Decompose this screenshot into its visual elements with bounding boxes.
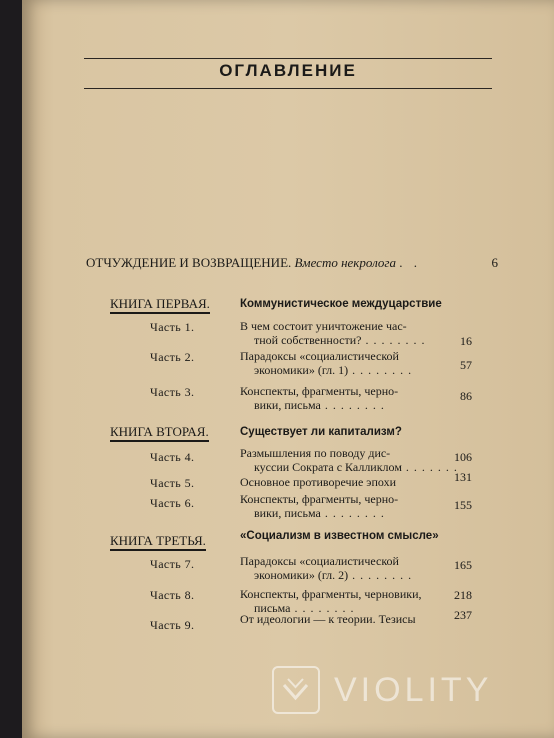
toc-lead-entry [86,255,506,271]
part-3-page: 86 [460,389,472,403]
part-5-label: Часть 5. [150,476,195,490]
part-2-page: 57 [460,358,472,372]
part-3-title: Конспекты, фрагменты, черно- вики, письма . . . [240,385,460,412]
part-6-title: Конспекты, фрагменты, черно- вики, письма . . . [240,493,460,520]
title-underline [84,88,492,89]
part-8-title: Конспекты, фрагменты, черновики, письма . . . [240,588,460,615]
top-rule [84,58,492,59]
part-6-label: Часть 6. [150,496,195,510]
book-page [22,0,554,738]
book-2-subtitle: Существует ли капитализм? [240,426,402,438]
lead-dots: . . [399,255,421,270]
book-3-subtitle: «Социализм в известном смысле» [240,530,439,542]
part-2-title: Парадоксы «социалистической экономики» (гл. 1) . . . [240,350,460,377]
part-7-title: Парадоксы «социалистической экономики» (гл. 2) . . . [240,555,460,582]
part-1-title: В чем состоит уничтожение час- тной собственности? . . . [240,320,460,347]
part-1-label: Часть 1. [150,320,195,334]
violity-logo-icon [272,666,320,714]
part-9-page: 237 [454,608,472,622]
book-2-label: КНИГА ВТОРАЯ. [110,424,209,442]
book-3-label: КНИГА ТРЕТЬЯ. [110,533,206,551]
lead-title: ОТЧУЖДЕНИЕ И ВОЗВРАЩЕНИЕ. [86,255,292,270]
part-5-title: Основное противоречие эпохи [240,475,396,489]
part-4-label: Часть 4. [150,450,195,464]
part-1-page: 16 [460,334,472,348]
part-8-label: Часть 8. [150,588,195,602]
book-1-label: КНИГА ПЕРВАЯ. [110,296,210,314]
part-5-page: 131 [454,470,472,484]
part-7-page: 165 [454,558,472,572]
part-7-label: Часть 7. [150,557,195,571]
violity-watermark [272,666,532,716]
part-4-title: Размышления по поводу дис- куссии Сократа с Калликлом . . . [240,447,460,488]
part-4-page: 106 [454,450,472,464]
page-title: ОГЛАВЛЕНИЕ [219,61,357,80]
part-8-page: 218 [454,588,472,602]
part-9-label: Часть 9. [150,618,195,632]
lead-page: 6 [491,255,498,270]
lead-subtitle: Вместо некролога [294,255,396,270]
part-9-title: От идеологии — к теории. Тезисы [240,612,416,626]
part-6-page: 155 [454,498,472,512]
part-3-label: Часть 3. [150,385,195,399]
watermark-text: VIOLITY [334,671,493,709]
book-1-subtitle: Коммунистическое междуцарствие [240,298,442,310]
part-2-label: Часть 2. [150,350,195,364]
